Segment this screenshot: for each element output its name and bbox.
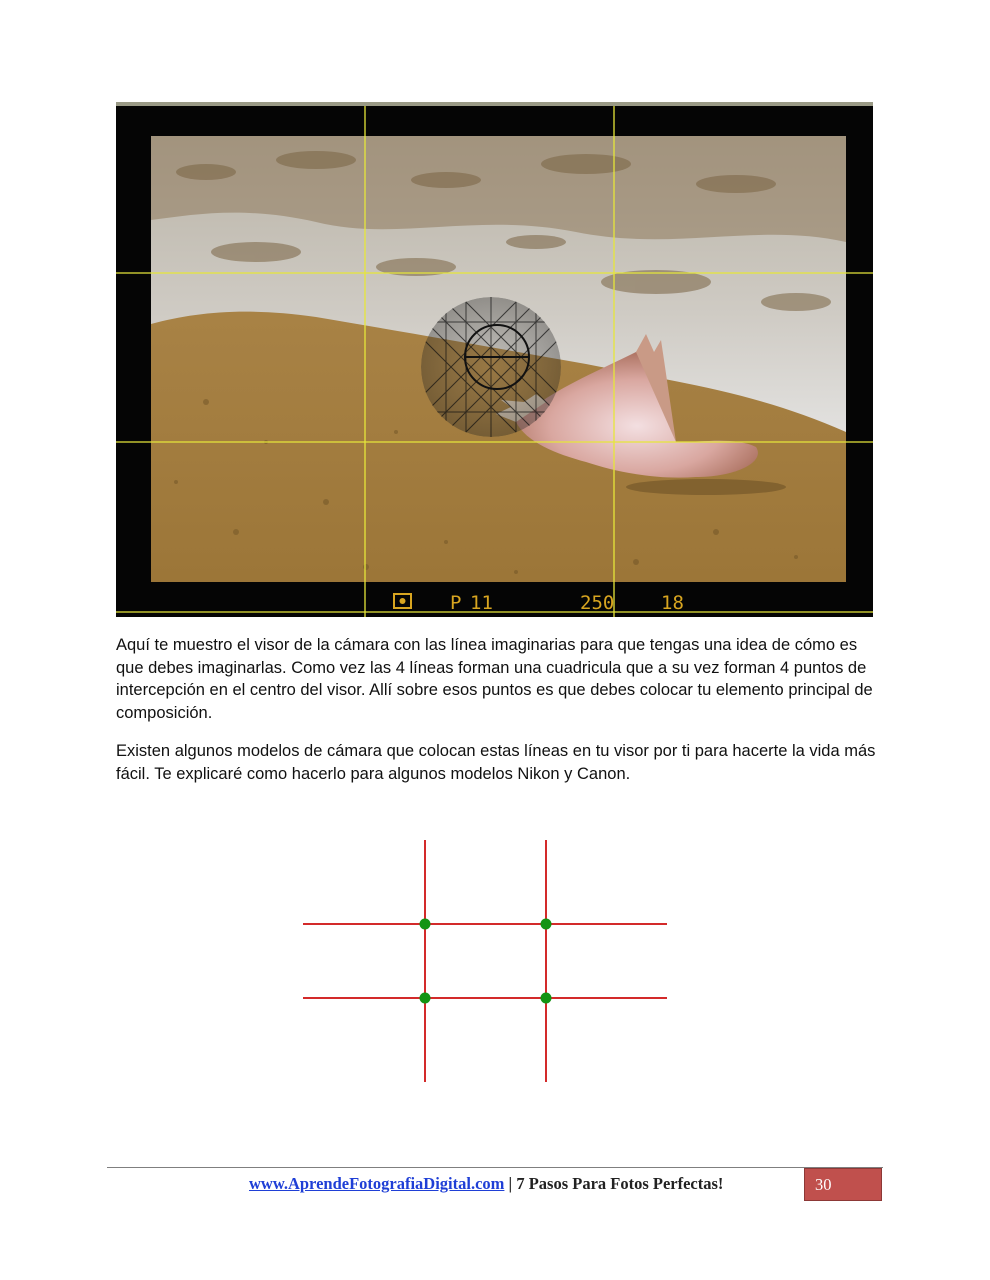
page-number: 30 [815, 1175, 832, 1194]
website-link[interactable]: www.AprendeFotografiaDigital.com [249, 1174, 505, 1193]
footer-title: 7 Pasos Para Fotos Perfectas! [516, 1174, 724, 1193]
intersection-point-top-left [420, 919, 431, 930]
readout-aperture: 11 [470, 592, 493, 614]
readout-mode: P [450, 592, 462, 614]
footer-divider [107, 1167, 883, 1168]
paragraph-viewfinder-explanation: Aquí te muestro el visor de la cámara con las línea imaginarias para que tengas una idea de cómo es que debes imaginarlas. Como vez las 4 líneas forman una cuadricula que a su vez forman 4 puntos de intercepción en el centro del visor. Allí sobre esos puntos es que debes colocar tu elemento principal de composición. [116, 636, 873, 722]
focus-microprism [421, 297, 561, 437]
intersection-point-bottom-right [541, 993, 552, 1004]
camera-viewfinder-photo [116, 102, 873, 617]
paragraph-camera-models: Existen algunos modelos de cámara que colocan estas líneas en tu visor por ti para hacerte la vida más fácil. Te explicaré como hacerlo para algunos modelos Nikon y Canon. [116, 742, 876, 783]
readout-count: 18 [661, 592, 684, 614]
rule-of-thirds-diagram [300, 838, 670, 1084]
page-footer [249, 1174, 723, 1194]
readout-shutter: 250 [580, 592, 615, 614]
intersection-point-bottom-left [420, 993, 431, 1004]
intersection-point-top-right [541, 919, 552, 930]
page-number-box [804, 1168, 882, 1201]
footer-separator: | [504, 1174, 517, 1193]
